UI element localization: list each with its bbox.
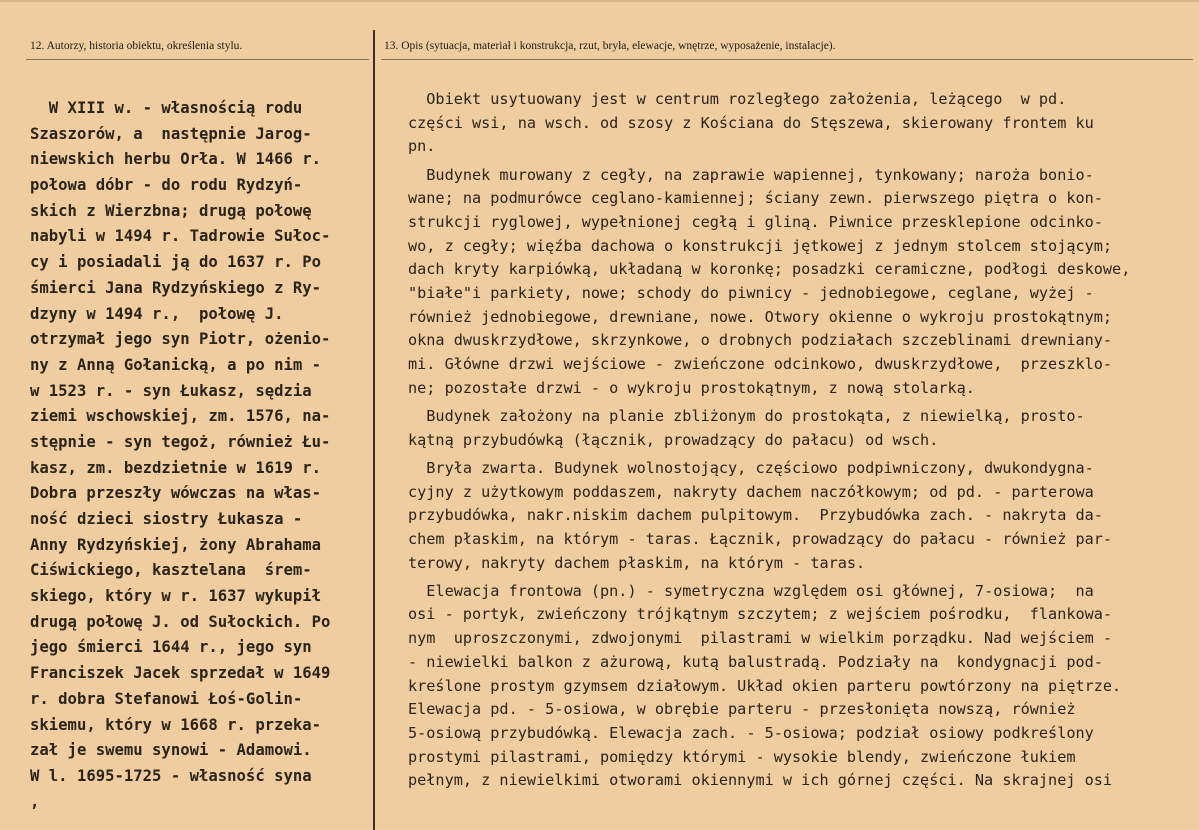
- history-line: ność dzieci siostry Łukasza -: [30, 510, 303, 528]
- history-line: Ciświckiego, kasztelana śrem-: [30, 561, 312, 580]
- description-line: Elewacja frontowa (pn.) - symetryczna względem osi głównej, 7-osiowa; na: [408, 581, 1094, 600]
- history-line: połowa dóbr - do rodu Rydzyń-: [30, 176, 303, 195]
- description-line: Obiekt usytuowany jest w centrum rozległego założenia, leżącego w pd.: [408, 90, 1067, 108]
- history-line: nabyli w 1494 r. Tadrowie Sułoc-: [30, 227, 331, 246]
- column-divider: [373, 30, 375, 830]
- description-line: również jednobiegowe, drewniane, nowe. Otwory okienne o wykroju prostokątnym;: [408, 307, 1113, 326]
- description-line: przybudówka, nakr.niskim dachem pulpitowym. Przybudówka zach. - nakryta da-: [408, 506, 1103, 525]
- description-line: Budynek murowany z cegły, na zaprawie wapiennej, tynkowany; naroża bonio-: [408, 165, 1094, 184]
- history-line: drugą połowę J. od Sułockich. Po: [30, 612, 331, 631]
- description-line: części wsi, na wsch. od szosy z Kościana do Stęszewa, skierowany frontem ku: [408, 113, 1094, 132]
- history-line: W l. 1695-1725 - własność syna: [30, 766, 312, 785]
- header-rule-left: [26, 59, 369, 60]
- history-line: ziemi wschowskiej, zm. 1576, na-: [30, 407, 331, 426]
- history-line: stępnie - syn tegoż, również Łu-: [30, 432, 331, 451]
- description-line: Bryła zwarta. Budynek wolnostojący, częściowo podpiwniczony, dwukondygna-: [408, 458, 1094, 477]
- description-paragraph: [408, 580, 1193, 793]
- description-line: terowy, nakryty dachem płaskim, na którym - taras.: [408, 553, 866, 572]
- description-line: pełnym, z niewielkimi otworami okiennymi w ich górnej części. Na skrajnej osi: [408, 771, 1113, 790]
- header-rule-right: [381, 59, 1193, 60]
- description-line: kreślone prostym gzymsem działowym. Układ okien parteru powtórzony na piętrze.: [408, 676, 1122, 695]
- history-line: Franciszek Jacek sprzedał w 1649: [30, 664, 331, 683]
- description-line: prostymi pilastrami, pomiędzy którymi - wysokie blendy, zwieńczone łukiem: [408, 747, 1076, 766]
- description-line: chem płaskim, na którym - taras. Łącznik, prowadzący do pałacu - również par-: [408, 529, 1113, 548]
- history-line: Szaszorów, a następnie Jarog-: [30, 124, 312, 143]
- history-line: skich z Wierzbna; drugą połowę: [30, 201, 312, 220]
- description-paragraph: [408, 457, 1193, 575]
- history-line: otrzymał jego syn Piotr, ożenio-: [30, 330, 331, 349]
- description-line: Elewacja pd. - 5-osiowa, w obrębie parteru - przesłonięta nowszą, również: [408, 700, 1076, 719]
- description-line: nym uproszczonymi, zdwojonymi pilastrami w wielkim porządku. Nad wejściem -: [408, 629, 1113, 648]
- description-line: mi. Główne drzwi wejściowe - zwieńczone odcinkowo, dwuskrzydłowe, przeszklo-: [408, 355, 1113, 374]
- history-line: dzyny w 1494 r., połowę J.: [30, 304, 284, 323]
- section-13-heading: 13. Opis (sytuacja, materiał i konstrukcja, rzut, bryła, elewacje, wnętrze, wyposażenie, instalacje).: [384, 40, 836, 52]
- history-line: zał je swemu synowi - Adamowi.: [30, 741, 312, 760]
- history-line: ny z Anną Gołanicką, a po nim -: [30, 355, 322, 374]
- history-line: w 1523 r. - syn Łukasz, sędzia: [30, 381, 312, 400]
- history-line: śmierci Jana Rydzyńskiego z Ry-: [30, 278, 322, 297]
- description-line: kątną przybudówką (łącznik, prowadzący do pałacu) od wsch.: [408, 430, 939, 449]
- history-line: niewskich herbu Orła. W 1466 r.: [30, 150, 322, 169]
- description-paragraph: [408, 164, 1193, 401]
- description-line: 5-osiową przybudówką. Elewacja zach. - 5-osiowa; podział osiowy podkreślony: [408, 723, 1094, 742]
- history-line: Dobra przeszły wówczas na włas-: [30, 484, 322, 503]
- description-line: osi - portyk, zwieńczony trójkątnym szczytem; z wejściem pośrodku, flankowa-: [408, 605, 1113, 624]
- history-line: cy i posiadali ją do 1637 r. Po: [30, 253, 322, 272]
- description-line: cyjny z użytkowym poddaszem, nakryty dachem naczółkowym; od pd. - parterowa: [408, 482, 1094, 501]
- section-12-heading: 12. Autorzy, historia obiektu, określenia stylu.: [30, 40, 243, 52]
- history-line: jego śmierci 1644 r., jego syn: [30, 638, 312, 657]
- history-line: r. dobra Stefanowi Łoś-Golin-: [30, 689, 303, 708]
- description-line: strukcji ryglowej, wypełnionej cegłą i gliną. Piwnice przesklepione odcinko-: [408, 212, 1103, 231]
- history-line: skiemu, który w 1668 r. przeka-: [30, 715, 322, 734]
- description-line: - niewielki balkon z ażurową, kutą balustradą. Podziały na kondygnacji pod-: [408, 652, 1103, 671]
- description-line: wo, z cegły; więźba dachowa o konstrukcji jętkowej z jednym stolcem stojącym;: [408, 236, 1113, 255]
- history-text: [30, 96, 360, 815]
- description-line: okna dwuskrzydłowe, skrzynkowe, o drobnych podziałach szczeblinami drewniany-: [408, 331, 1113, 350]
- history-line: ,: [30, 792, 40, 811]
- description-line: wane; na podmurówce ceglano-kamiennej; ściany zewn. pierwszego piętra o kon-: [408, 189, 1103, 208]
- history-line: kasz, zm. bezdzietnie w 1619 r.: [30, 458, 322, 477]
- description-line: pn.: [408, 137, 436, 156]
- description-paragraph: [408, 88, 1193, 159]
- history-line: Anny Rydzyńskiej, żony Abrahama: [30, 535, 322, 554]
- description-line: "białe"i parkiety, nowe; schody do piwnicy - jednobiegowe, ceglane, wyżej -: [408, 284, 1094, 302]
- description-line: Budynek założony na planie zbliżonym do prostokąta, z niewielką, prosto-: [408, 406, 1085, 425]
- description-line: ne; pozostałe drzwi - o wykroju prostokątnym, z nową stolarką.: [408, 378, 975, 397]
- description-paragraph: [408, 405, 1193, 452]
- history-line: skiego, który w r. 1637 wykupił: [30, 587, 322, 606]
- history-line: W XIII w. - własnością rodu: [30, 99, 303, 117]
- description-line: dach kryty karpiówką, układaną w koronkę; posadzki ceramiczne, podłogi deskowe,: [408, 260, 1131, 279]
- description-text: [408, 88, 1193, 793]
